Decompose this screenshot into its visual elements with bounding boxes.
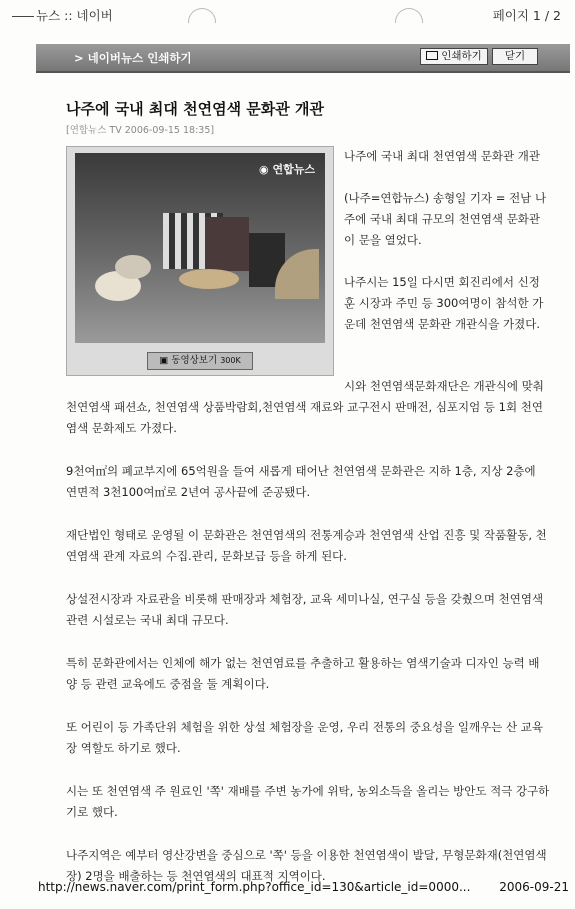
article-title: 나주에 국내 최대 천연염색 문화관 개관 xyxy=(66,100,324,118)
print-button-label: 인쇄하기 xyxy=(441,50,482,62)
print-header xyxy=(0,0,575,30)
video-thumbnail[interactable] xyxy=(75,153,325,343)
play-video-button[interactable] xyxy=(147,352,253,370)
body-paragraph: 시는 또 천연염색 주 원료인 '쪽' 재배를 주변 농가에 위탁, 농외소득을 올리는 방안도 적극 강구하기로 했다. xyxy=(66,784,550,819)
dyed-tray xyxy=(179,269,239,289)
body-paragraph: 나주지역은 예부터 영산강변을 중심으로 '쪽' 등을 이용한 천연염색이 발달, 무형문화재(천연염색장) 2명을 배출하는 등 천연염색의 대표적 지역이다. xyxy=(66,848,547,883)
page-number: 페이지 1 / 2 xyxy=(492,8,561,23)
body-paragraph: 또 어린이 등 가족단위 체험을 위한 상설 체험장을 운영, 우리 전통의 중요성을 일깨우는 산 교육장 역할도 하기로 했다. xyxy=(66,720,543,755)
footer-date: 2006-09-21 xyxy=(499,880,569,894)
video-icon: ▣ xyxy=(159,355,172,366)
toolbar-title: > 네이버뉴스 인쇄하기 xyxy=(74,51,192,65)
punch-hole-right xyxy=(395,8,423,23)
video-size: 300K xyxy=(220,356,241,365)
close-button[interactable]: 닫기 xyxy=(492,48,538,65)
intro-paragraph: (나주=연합뉴스) 송형일 기자 = 전남 나주에 국내 최대 규모의 천연염색 문화관이 문을 열었다. xyxy=(344,191,547,247)
body-paragraph: 9천여㎡의 폐교부지에 65억원을 들여 새롭게 태어난 천연염색 문화관은 지하 1층, 지상 2층에 연면적 3천100여㎡로 2년여 공사끝에 준공됐다. xyxy=(66,464,536,499)
body-paragraph: 시와 천연염색문화재단은 개관식에 맞춰 천연염색 패션쇼, 천연염색 상품박람회,천연염색 재료와 교구전시 판매전, 심포지엄 등 1회 천연염색 문화제도 가졌다. xyxy=(66,379,544,435)
broadcaster-logo xyxy=(259,161,315,177)
site-title-text: 뉴스 :: 네이버 xyxy=(36,8,113,23)
dyed-bag xyxy=(205,217,249,271)
intro-paragraph: 나주시는 15일 다시면 회진리에서 신정훈 시장과 주민 등 300여명이 참석한 가운데 천연염색 문화관 개관식을 가졌다. xyxy=(344,275,544,331)
print-button[interactable] xyxy=(420,48,488,65)
video-player[interactable] xyxy=(66,146,334,376)
dyed-hat xyxy=(115,255,151,279)
body-paragraph: 재단법인 형태로 운영될 이 문화관은 천연염색의 전통계승과 천연염색 산업 진흥 및 작품활동, 천연염색 관계 자료의 수집.관리, 문화보급 등을 하게 된다. xyxy=(66,528,547,563)
logo-icon: ◉ xyxy=(259,163,273,176)
article-intro xyxy=(344,146,550,356)
print-toolbar xyxy=(36,44,570,73)
article-body xyxy=(66,376,550,909)
printer-icon xyxy=(426,51,438,60)
intro-paragraph: 나주에 국내 최대 천연염색 문화관 개관 xyxy=(344,149,541,163)
body-paragraph: 상설전시장과 자료관을 비롯해 판매장과 체험장, 교육 세미나실, 연구실 등을 갖췄으며 천연염색 관련 시설로는 국내 최대 규모다. xyxy=(66,592,544,627)
play-video-label: 동영상보기 xyxy=(171,355,218,366)
punch-hole-left xyxy=(188,8,216,23)
logo-text: 연합뉴스 xyxy=(272,163,315,176)
site-title xyxy=(12,6,113,24)
footer-url: http://news.naver.com/print_form.php?office_id=130&article_id=0000... xyxy=(38,880,471,894)
article-source: [연합뉴스 TV 2006-09-15 18:35] xyxy=(66,125,215,136)
body-paragraph: 특히 문화관에서는 인체에 해가 없는 천연염료를 추출하고 활용하는 염색기술과 디자인 능력 배양 등 관련 교육에도 중점을 둘 계획이다. xyxy=(66,656,540,691)
